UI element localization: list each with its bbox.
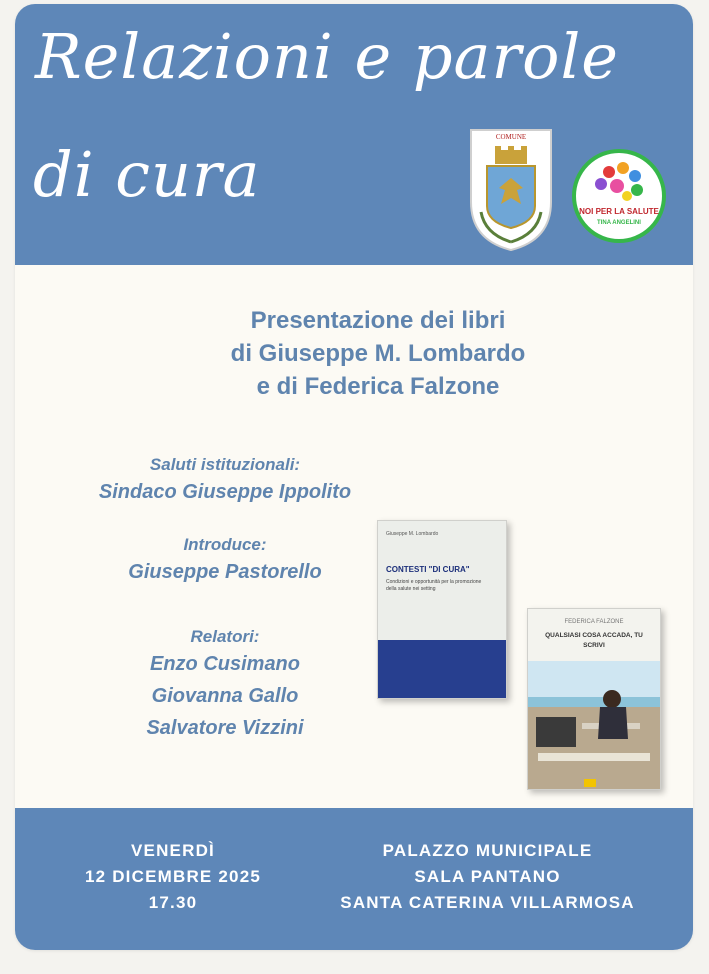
svg-text:NOI PER LA SALUTE: NOI PER LA SALUTE bbox=[579, 207, 659, 216]
book1-blue-band bbox=[378, 640, 506, 698]
intro-label: Introduce: bbox=[183, 535, 267, 554]
speaker-name: Salvatore Vizzini bbox=[146, 717, 304, 739]
book2-author: FEDERICA FALZONE bbox=[564, 619, 624, 625]
speaker-name: Giovanna Gallo bbox=[151, 685, 299, 707]
poster-header bbox=[15, 4, 693, 265]
presentation-line2: di Giuseppe M. Lombardo bbox=[230, 340, 526, 367]
intro-name: Giuseppe Pastorello bbox=[128, 561, 322, 583]
book-cover-contesti bbox=[377, 520, 507, 699]
speaker-name: Enzo Cusimano bbox=[149, 653, 300, 675]
book2-title: QUALSIASI COSA ACCADA, TU SCRIVI bbox=[545, 632, 643, 649]
municipal-crest-icon bbox=[465, 122, 557, 252]
greetings-label: Saluti istituzionali: bbox=[149, 455, 301, 474]
presentation-heading bbox=[15, 304, 693, 403]
event-poster bbox=[15, 4, 693, 950]
event-town: SANTA CATERINA VILLARMOSA bbox=[340, 893, 635, 912]
presentation-line3: e di Federica Falzone bbox=[256, 373, 500, 400]
book1-author: Giuseppe M. Lombardo bbox=[386, 531, 439, 537]
event-date: 12 DICEMBRE 2025 bbox=[84, 867, 262, 886]
event-details-footer bbox=[15, 808, 693, 950]
event-day: VENERDÌ bbox=[131, 841, 215, 860]
event-date-block bbox=[63, 838, 283, 916]
association-logo-icon bbox=[571, 148, 667, 244]
book1-title: CONTESTI "DI CURA" bbox=[386, 565, 470, 574]
event-venue-block bbox=[315, 838, 660, 916]
book2-cover-photo bbox=[528, 661, 660, 789]
greetings-name: Sindaco Giuseppe Ippolito bbox=[98, 481, 352, 503]
book-cover-qualsiasi bbox=[527, 608, 661, 790]
svg-text:TINA ANGELINI: TINA ANGELINI bbox=[597, 220, 641, 226]
event-venue: PALAZZO MUNICIPALE bbox=[382, 841, 593, 860]
speakers-section bbox=[55, 454, 395, 744]
svg-text:COMUNE: COMUNE bbox=[495, 133, 527, 141]
poster-title-line1: Relazioni e parole bbox=[35, 20, 619, 93]
speakers-label: Relatori: bbox=[190, 627, 260, 646]
event-time: 17.30 bbox=[148, 893, 198, 912]
event-room: SALA PANTANO bbox=[414, 867, 561, 886]
book1-subtitle: Condizioni e opportunità per la promozione della salute nei setting bbox=[386, 579, 482, 592]
poster-title-line2: di cura bbox=[33, 138, 261, 211]
presentation-line1: Presentazione dei libri bbox=[250, 307, 506, 334]
